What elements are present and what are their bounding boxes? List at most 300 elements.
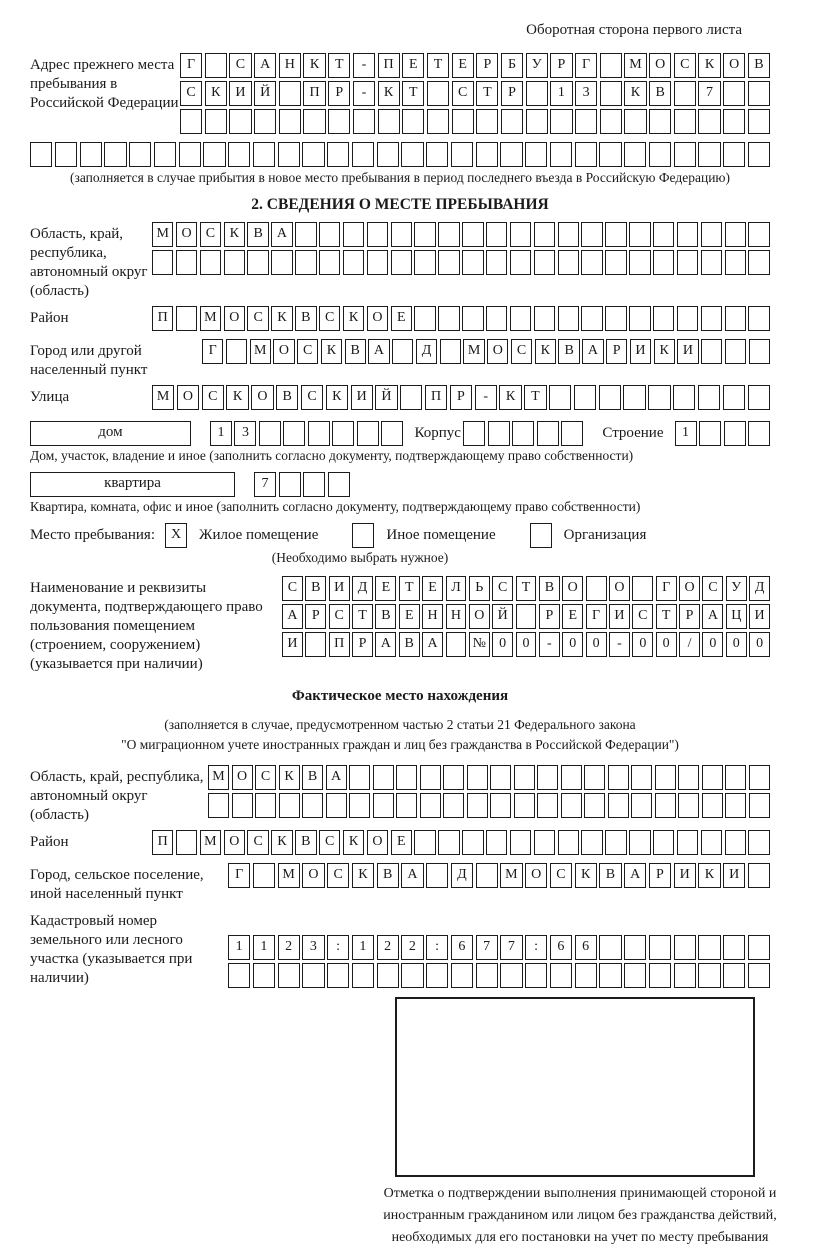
- char-box[interactable]: [586, 576, 607, 601]
- char-box[interactable]: К: [654, 339, 675, 364]
- char-box[interactable]: К: [575, 863, 597, 888]
- char-box[interactable]: [488, 421, 510, 446]
- char-box[interactable]: [510, 250, 531, 275]
- char-box[interactable]: [629, 222, 650, 247]
- char-box[interactable]: [629, 250, 650, 275]
- char-box[interactable]: [467, 765, 488, 790]
- char-box[interactable]: [698, 385, 720, 410]
- char-box[interactable]: [600, 81, 622, 106]
- char-box[interactable]: О: [609, 576, 630, 601]
- char-box[interactable]: [305, 632, 326, 657]
- char-box[interactable]: [279, 81, 301, 106]
- char-box[interactable]: [561, 765, 582, 790]
- char-box[interactable]: Е: [375, 576, 396, 601]
- char-box[interactable]: [104, 142, 126, 167]
- char-box[interactable]: [343, 250, 364, 275]
- char-box[interactable]: [352, 963, 374, 988]
- char-box[interactable]: [624, 142, 646, 167]
- char-box[interactable]: Г: [656, 576, 677, 601]
- char-box[interactable]: [561, 793, 582, 818]
- char-box[interactable]: Р: [606, 339, 627, 364]
- char-box[interactable]: К: [224, 222, 245, 247]
- char-box[interactable]: 7: [500, 935, 522, 960]
- char-box[interactable]: К: [321, 339, 342, 364]
- char-box[interactable]: 0: [492, 632, 513, 657]
- char-box[interactable]: [749, 793, 770, 818]
- char-box[interactable]: [367, 250, 388, 275]
- char-box[interactable]: О: [176, 222, 197, 247]
- char-box[interactable]: [512, 421, 534, 446]
- char-box[interactable]: [702, 765, 723, 790]
- char-box[interactable]: К: [303, 53, 325, 78]
- char-box[interactable]: [723, 81, 745, 106]
- char-box[interactable]: [490, 793, 511, 818]
- char-box[interactable]: [537, 421, 559, 446]
- char-box[interactable]: Й: [375, 385, 397, 410]
- char-box[interactable]: [723, 109, 745, 134]
- char-box[interactable]: [608, 765, 629, 790]
- char-box[interactable]: И: [677, 339, 698, 364]
- char-box[interactable]: [653, 830, 674, 855]
- char-box[interactable]: [605, 250, 626, 275]
- char-box[interactable]: Т: [402, 81, 424, 106]
- char-box[interactable]: В: [345, 339, 366, 364]
- char-box[interactable]: [649, 963, 671, 988]
- char-box[interactable]: [452, 109, 474, 134]
- char-box[interactable]: [486, 250, 507, 275]
- char-box[interactable]: [526, 109, 548, 134]
- char-box[interactable]: [537, 765, 558, 790]
- char-box[interactable]: Т: [399, 576, 420, 601]
- other-premises-checkbox[interactable]: [352, 523, 374, 548]
- char-box[interactable]: В: [649, 81, 671, 106]
- char-box[interactable]: П: [303, 81, 325, 106]
- char-box[interactable]: М: [152, 385, 174, 410]
- char-box[interactable]: [302, 963, 324, 988]
- char-box[interactable]: Р: [305, 604, 326, 629]
- char-box[interactable]: А: [368, 339, 389, 364]
- char-box[interactable]: [224, 250, 245, 275]
- char-box[interactable]: В: [276, 385, 298, 410]
- char-box[interactable]: [677, 250, 698, 275]
- char-box[interactable]: [748, 421, 770, 446]
- char-box[interactable]: [440, 339, 461, 364]
- char-box[interactable]: [549, 385, 571, 410]
- char-box[interactable]: В: [302, 765, 323, 790]
- char-box[interactable]: К: [698, 863, 720, 888]
- char-box[interactable]: И: [282, 632, 303, 657]
- char-box[interactable]: 6: [575, 935, 597, 960]
- char-box[interactable]: П: [329, 632, 350, 657]
- char-box[interactable]: В: [539, 576, 560, 601]
- char-box[interactable]: В: [399, 632, 420, 657]
- char-box[interactable]: [303, 109, 325, 134]
- char-box[interactable]: О: [232, 765, 253, 790]
- char-box[interactable]: [391, 250, 412, 275]
- char-box[interactable]: [476, 863, 498, 888]
- char-box[interactable]: [605, 306, 626, 331]
- char-box[interactable]: О: [367, 306, 388, 331]
- char-box[interactable]: [283, 421, 305, 446]
- char-box[interactable]: [349, 793, 370, 818]
- char-box[interactable]: [624, 935, 646, 960]
- char-box[interactable]: [400, 385, 422, 410]
- char-box[interactable]: [624, 109, 646, 134]
- char-box[interactable]: [581, 222, 602, 247]
- char-box[interactable]: К: [205, 81, 227, 106]
- char-box[interactable]: [392, 339, 413, 364]
- char-box[interactable]: [328, 109, 350, 134]
- char-box[interactable]: [462, 830, 483, 855]
- char-box[interactable]: [723, 385, 745, 410]
- char-box[interactable]: [205, 109, 227, 134]
- char-box[interactable]: [561, 421, 583, 446]
- char-box[interactable]: [228, 963, 250, 988]
- char-box[interactable]: [420, 765, 441, 790]
- char-box[interactable]: И: [351, 385, 373, 410]
- char-box[interactable]: М: [200, 830, 221, 855]
- char-box[interactable]: [624, 963, 646, 988]
- char-box[interactable]: К: [226, 385, 248, 410]
- char-box[interactable]: [401, 142, 423, 167]
- char-box[interactable]: Н: [279, 53, 301, 78]
- char-box[interactable]: [698, 109, 720, 134]
- char-box[interactable]: [629, 306, 650, 331]
- char-box[interactable]: [631, 765, 652, 790]
- char-box[interactable]: [443, 765, 464, 790]
- char-box[interactable]: Р: [450, 385, 472, 410]
- char-box[interactable]: [702, 793, 723, 818]
- char-box[interactable]: О: [302, 863, 324, 888]
- char-box[interactable]: [677, 222, 698, 247]
- char-box[interactable]: [426, 142, 448, 167]
- char-box[interactable]: [349, 765, 370, 790]
- char-box[interactable]: К: [352, 863, 374, 888]
- char-box[interactable]: А: [401, 863, 423, 888]
- char-box[interactable]: [427, 109, 449, 134]
- char-box[interactable]: И: [630, 339, 651, 364]
- char-box[interactable]: [205, 53, 227, 78]
- char-box[interactable]: Ь: [469, 576, 490, 601]
- char-box[interactable]: [55, 142, 77, 167]
- char-box[interactable]: [176, 830, 197, 855]
- char-box[interactable]: [254, 109, 276, 134]
- char-box[interactable]: [605, 222, 626, 247]
- char-box[interactable]: Й: [254, 81, 276, 106]
- char-box[interactable]: [176, 306, 197, 331]
- char-box[interactable]: К: [271, 306, 292, 331]
- char-box[interactable]: [649, 142, 671, 167]
- char-box[interactable]: 3: [575, 81, 597, 106]
- char-box[interactable]: [525, 142, 547, 167]
- char-box[interactable]: Т: [328, 53, 350, 78]
- char-box[interactable]: 0: [726, 632, 747, 657]
- char-box[interactable]: А: [254, 53, 276, 78]
- char-box[interactable]: [748, 250, 769, 275]
- char-box[interactable]: К: [535, 339, 556, 364]
- char-box[interactable]: В: [295, 306, 316, 331]
- char-box[interactable]: С: [180, 81, 202, 106]
- char-box[interactable]: [648, 385, 670, 410]
- char-box[interactable]: [724, 421, 746, 446]
- organization-checkbox[interactable]: [530, 523, 552, 548]
- char-box[interactable]: [247, 250, 268, 275]
- char-box[interactable]: [438, 830, 459, 855]
- char-box[interactable]: 6: [451, 935, 473, 960]
- char-box[interactable]: [352, 142, 374, 167]
- char-box[interactable]: Р: [539, 604, 560, 629]
- char-box[interactable]: Е: [391, 306, 412, 331]
- char-box[interactable]: [463, 421, 485, 446]
- char-box[interactable]: О: [273, 339, 294, 364]
- char-box[interactable]: [326, 793, 347, 818]
- char-box[interactable]: [438, 306, 459, 331]
- char-box[interactable]: О: [367, 830, 388, 855]
- char-box[interactable]: 1: [228, 935, 250, 960]
- char-box[interactable]: Д: [416, 339, 437, 364]
- char-box[interactable]: [534, 306, 555, 331]
- char-box[interactable]: В: [558, 339, 579, 364]
- char-box[interactable]: А: [282, 604, 303, 629]
- char-box[interactable]: [302, 142, 324, 167]
- char-box[interactable]: [748, 222, 769, 247]
- char-box[interactable]: [486, 222, 507, 247]
- char-box[interactable]: С: [492, 576, 513, 601]
- char-box[interactable]: [600, 109, 622, 134]
- char-box[interactable]: [725, 222, 746, 247]
- char-box[interactable]: [391, 222, 412, 247]
- char-box[interactable]: 0: [749, 632, 770, 657]
- char-box[interactable]: [208, 793, 229, 818]
- char-box[interactable]: П: [152, 830, 173, 855]
- char-box[interactable]: Д: [352, 576, 373, 601]
- char-box[interactable]: С: [297, 339, 318, 364]
- char-box[interactable]: [510, 222, 531, 247]
- char-box[interactable]: [599, 963, 621, 988]
- char-box[interactable]: И: [749, 604, 770, 629]
- char-box[interactable]: [200, 250, 221, 275]
- char-box[interactable]: С: [247, 306, 268, 331]
- char-box[interactable]: Е: [452, 53, 474, 78]
- char-box[interactable]: Р: [501, 81, 523, 106]
- char-box[interactable]: [725, 793, 746, 818]
- char-box[interactable]: И: [723, 863, 745, 888]
- char-box[interactable]: 0: [656, 632, 677, 657]
- char-box[interactable]: [655, 793, 676, 818]
- char-box[interactable]: Г: [228, 863, 250, 888]
- char-box[interactable]: 0: [562, 632, 583, 657]
- char-box[interactable]: [678, 793, 699, 818]
- char-box[interactable]: [353, 109, 375, 134]
- char-box[interactable]: [655, 765, 676, 790]
- char-box[interactable]: [486, 830, 507, 855]
- char-box[interactable]: [438, 222, 459, 247]
- char-box[interactable]: [232, 793, 253, 818]
- char-box[interactable]: [414, 830, 435, 855]
- char-box[interactable]: О: [224, 830, 245, 855]
- char-box[interactable]: [510, 830, 531, 855]
- char-box[interactable]: С: [282, 576, 303, 601]
- char-box[interactable]: [674, 935, 696, 960]
- char-box[interactable]: А: [375, 632, 396, 657]
- char-box[interactable]: Г: [202, 339, 223, 364]
- char-box[interactable]: [129, 142, 151, 167]
- apartment-type-box[interactable]: квартира: [30, 472, 235, 497]
- char-box[interactable]: [653, 250, 674, 275]
- char-box[interactable]: 2: [401, 935, 423, 960]
- char-box[interactable]: [673, 385, 695, 410]
- char-box[interactable]: П: [152, 306, 173, 331]
- char-box[interactable]: С: [327, 863, 349, 888]
- char-box[interactable]: [279, 109, 301, 134]
- char-box[interactable]: Е: [402, 53, 424, 78]
- char-box[interactable]: Е: [391, 830, 412, 855]
- char-box[interactable]: А: [582, 339, 603, 364]
- char-box[interactable]: [500, 963, 522, 988]
- char-box[interactable]: [373, 765, 394, 790]
- char-box[interactable]: А: [624, 863, 646, 888]
- char-box[interactable]: Р: [328, 81, 350, 106]
- char-box[interactable]: [253, 963, 275, 988]
- char-box[interactable]: К: [271, 830, 292, 855]
- char-box[interactable]: [723, 142, 745, 167]
- char-box[interactable]: И: [674, 863, 696, 888]
- char-box[interactable]: [278, 963, 300, 988]
- char-box[interactable]: 1: [675, 421, 697, 446]
- char-box[interactable]: С: [200, 222, 221, 247]
- char-box[interactable]: [701, 222, 722, 247]
- char-box[interactable]: К: [378, 81, 400, 106]
- char-box[interactable]: -: [539, 632, 560, 657]
- char-box[interactable]: А: [271, 222, 292, 247]
- char-box[interactable]: О: [177, 385, 199, 410]
- char-box[interactable]: [228, 142, 250, 167]
- char-box[interactable]: [550, 963, 572, 988]
- char-box[interactable]: С: [511, 339, 532, 364]
- char-box[interactable]: [699, 421, 721, 446]
- char-box[interactable]: О: [723, 53, 745, 78]
- char-box[interactable]: С: [255, 765, 276, 790]
- char-box[interactable]: [558, 222, 579, 247]
- char-box[interactable]: Т: [476, 81, 498, 106]
- char-box[interactable]: [30, 142, 52, 167]
- char-box[interactable]: [514, 793, 535, 818]
- char-box[interactable]: В: [295, 830, 316, 855]
- char-box[interactable]: [748, 142, 770, 167]
- char-box[interactable]: 7: [698, 81, 720, 106]
- char-box[interactable]: [748, 306, 769, 331]
- char-box[interactable]: Й: [492, 604, 513, 629]
- char-box[interactable]: [698, 142, 720, 167]
- char-box[interactable]: [599, 385, 621, 410]
- char-box[interactable]: [623, 385, 645, 410]
- char-box[interactable]: [279, 472, 301, 497]
- char-box[interactable]: [581, 250, 602, 275]
- char-box[interactable]: [558, 306, 579, 331]
- char-box[interactable]: Д: [451, 863, 473, 888]
- char-box[interactable]: [600, 53, 622, 78]
- char-box[interactable]: М: [152, 222, 173, 247]
- char-box[interactable]: [253, 863, 275, 888]
- char-box[interactable]: [674, 81, 696, 106]
- char-box[interactable]: [653, 222, 674, 247]
- char-box[interactable]: [80, 142, 102, 167]
- char-box[interactable]: [253, 142, 275, 167]
- char-box[interactable]: [327, 142, 349, 167]
- char-box[interactable]: [180, 109, 202, 134]
- char-box[interactable]: [748, 935, 770, 960]
- char-box[interactable]: [327, 963, 349, 988]
- char-box[interactable]: [401, 963, 423, 988]
- char-box[interactable]: [396, 793, 417, 818]
- char-box[interactable]: [278, 142, 300, 167]
- char-box[interactable]: В: [305, 576, 326, 601]
- char-box[interactable]: [725, 250, 746, 275]
- char-box[interactable]: В: [748, 53, 770, 78]
- char-box[interactable]: В: [377, 863, 399, 888]
- char-box[interactable]: [599, 935, 621, 960]
- char-box[interactable]: [152, 250, 173, 275]
- char-box[interactable]: И: [329, 576, 350, 601]
- char-box[interactable]: [467, 793, 488, 818]
- char-box[interactable]: :: [525, 935, 547, 960]
- char-box[interactable]: [748, 109, 770, 134]
- char-box[interactable]: [377, 963, 399, 988]
- char-box[interactable]: Р: [550, 53, 572, 78]
- char-box[interactable]: [203, 142, 225, 167]
- char-box[interactable]: В: [375, 604, 396, 629]
- char-box[interactable]: [748, 830, 769, 855]
- char-box[interactable]: П: [378, 53, 400, 78]
- char-box[interactable]: А: [422, 632, 443, 657]
- char-box[interactable]: К: [624, 81, 646, 106]
- char-box[interactable]: [584, 793, 605, 818]
- char-box[interactable]: Л: [446, 576, 467, 601]
- char-box[interactable]: 2: [278, 935, 300, 960]
- char-box[interactable]: [381, 421, 403, 446]
- char-box[interactable]: [725, 306, 746, 331]
- char-box[interactable]: М: [463, 339, 484, 364]
- char-box[interactable]: -: [353, 81, 375, 106]
- char-box[interactable]: [678, 765, 699, 790]
- char-box[interactable]: Г: [586, 604, 607, 629]
- char-box[interactable]: [701, 306, 722, 331]
- char-box[interactable]: [581, 830, 602, 855]
- char-box[interactable]: [698, 963, 720, 988]
- char-box[interactable]: [629, 830, 650, 855]
- char-box[interactable]: 0: [586, 632, 607, 657]
- char-box[interactable]: 2: [377, 935, 399, 960]
- char-box[interactable]: [534, 830, 555, 855]
- char-box[interactable]: [486, 306, 507, 331]
- char-box[interactable]: 6: [550, 935, 572, 960]
- char-box[interactable]: С: [674, 53, 696, 78]
- char-box[interactable]: [516, 604, 537, 629]
- char-box[interactable]: [438, 250, 459, 275]
- char-box[interactable]: [534, 250, 555, 275]
- char-box[interactable]: 7: [476, 935, 498, 960]
- char-box[interactable]: С: [452, 81, 474, 106]
- char-box[interactable]: [723, 963, 745, 988]
- char-box[interactable]: К: [343, 830, 364, 855]
- char-box[interactable]: [701, 830, 722, 855]
- char-box[interactable]: [229, 109, 251, 134]
- char-box[interactable]: [575, 109, 597, 134]
- char-box[interactable]: [226, 339, 247, 364]
- char-box[interactable]: К: [343, 306, 364, 331]
- char-box[interactable]: Е: [562, 604, 583, 629]
- char-box[interactable]: [462, 222, 483, 247]
